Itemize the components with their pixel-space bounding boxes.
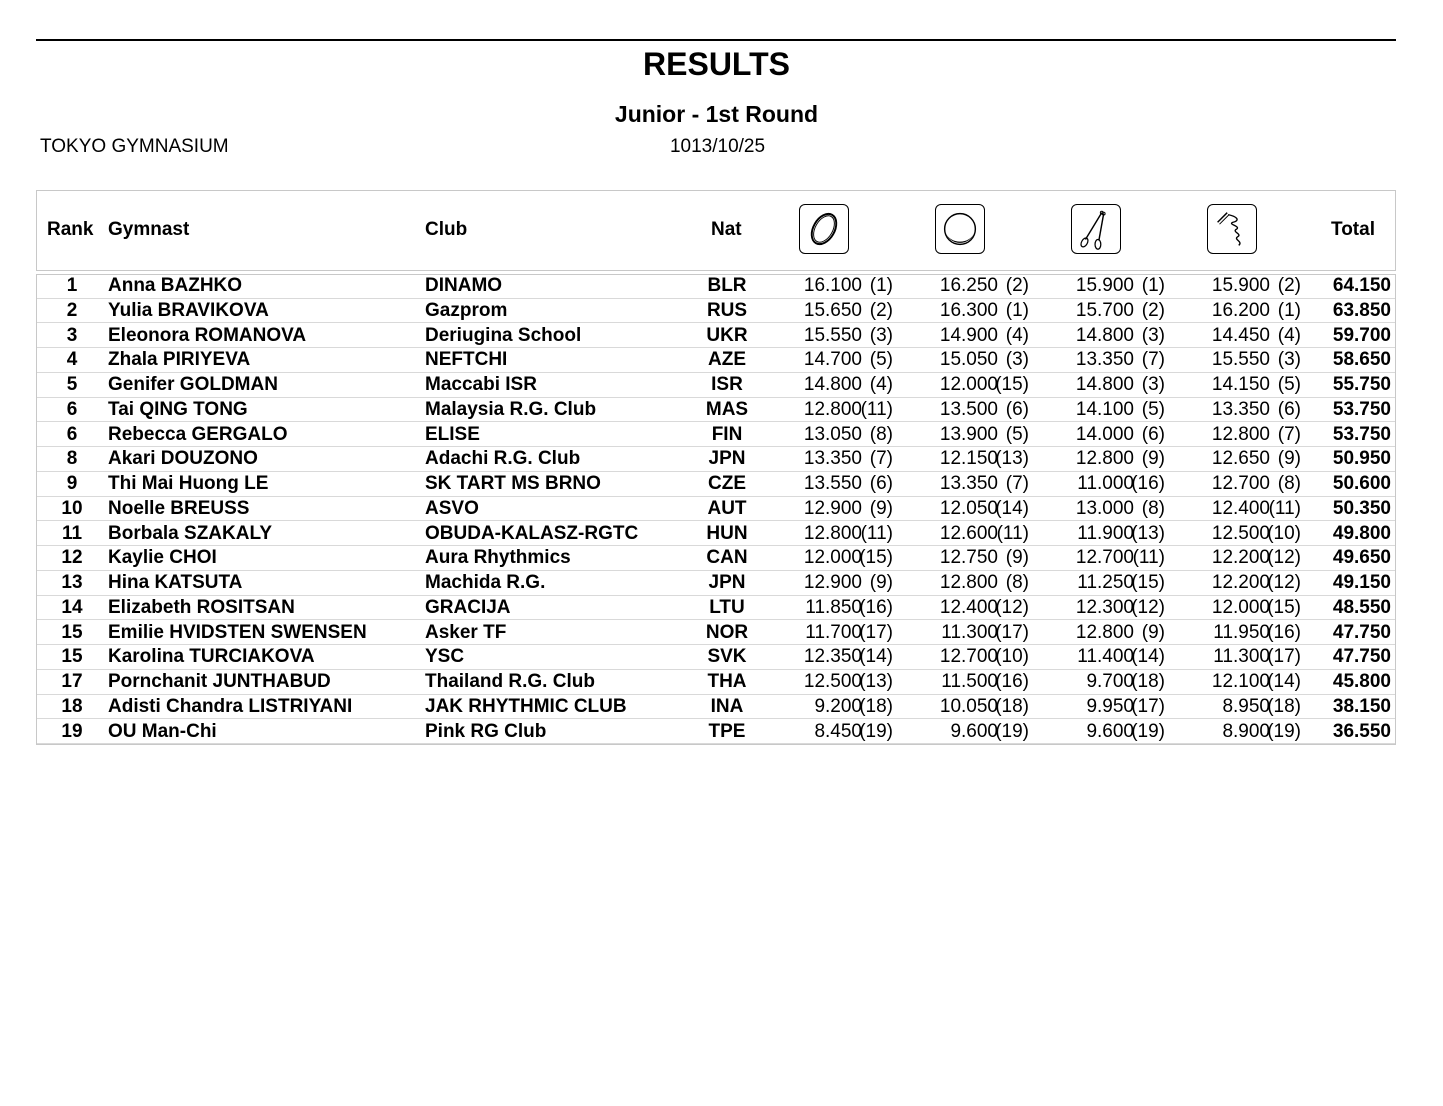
- rank-cell: 3: [66, 324, 78, 346]
- club-cell: Deriugina School: [425, 324, 582, 346]
- gymnast-cell: Zhala PIRIYEVA: [108, 349, 251, 371]
- table-row: [37, 398, 1395, 423]
- apparatus-score-cell: 11.250: [1077, 572, 1134, 593]
- apparatus-place-cell: (2): [1005, 275, 1029, 296]
- apparatus-place-cell: (14): [1131, 646, 1165, 668]
- apparatus-place-cell: (6): [1277, 398, 1301, 420]
- apparatus-score-cell: 13.550: [803, 473, 862, 494]
- gymnast-cell: Akari DOUZONO: [108, 448, 258, 470]
- club-cell: SK TART MS BRNO: [425, 473, 601, 494]
- apparatus-place-cell: (3): [1277, 349, 1301, 371]
- apparatus-place-cell: (7): [1141, 349, 1165, 371]
- table-row: [37, 373, 1395, 398]
- apparatus-score-cell: 12.150: [939, 448, 998, 470]
- club-cell: OBUDA-KALASZ-RGTC: [425, 522, 639, 544]
- apparatus-place-cell: (12): [1131, 596, 1165, 618]
- table-row: [37, 472, 1395, 497]
- gymnast-cell: Noelle BREUSS: [108, 497, 250, 519]
- apparatus-place-cell: (1): [869, 275, 893, 296]
- apparatus-place-cell: (10): [1267, 522, 1301, 544]
- apparatus-place-cell: (11): [860, 398, 893, 420]
- rank-cell: 15: [61, 646, 83, 668]
- total-cell: 45.800: [1332, 671, 1391, 692]
- table-row: [37, 497, 1395, 522]
- rank-cell: 2: [66, 299, 78, 321]
- nat-cell: UKR: [706, 324, 748, 346]
- competition-subtitle: Junior - 1st Round: [614, 101, 819, 127]
- total-cell: 58.650: [1332, 349, 1391, 371]
- nat-cell: AZE: [708, 349, 746, 371]
- column-header-rank: Rank: [47, 219, 94, 240]
- apparatus-place-cell: (5): [1005, 423, 1029, 445]
- table-row: [37, 695, 1395, 720]
- apparatus-place-cell: (19): [859, 720, 893, 742]
- apparatus-place-cell: (2): [869, 299, 893, 321]
- apparatus-score-cell: 15.900: [1075, 275, 1134, 296]
- apparatus-score-cell: 15.650: [803, 299, 862, 321]
- venue: TOKYO GYMNASIUM: [40, 136, 229, 157]
- ribbon-icon: [1207, 204, 1257, 254]
- apparatus-place-cell: (12): [1267, 547, 1301, 569]
- apparatus-place-cell: (11): [1132, 547, 1165, 569]
- apparatus-place-cell: (9): [1141, 448, 1165, 470]
- apparatus-score-cell: 16.300: [939, 299, 998, 321]
- apparatus-score-cell: 13.050: [803, 423, 862, 445]
- gymnast-cell: Yulia BRAVIKOVA: [108, 299, 269, 321]
- apparatus-score-cell: 8.950: [1222, 695, 1270, 717]
- nat-cell: MAS: [705, 398, 749, 420]
- apparatus-place-cell: (19): [1267, 720, 1301, 742]
- apparatus-score-cell: 15.550: [1211, 349, 1270, 371]
- column-header-club: Club: [425, 219, 468, 240]
- apparatus-place-cell: (6): [1141, 423, 1165, 445]
- gymnast-cell: Tai QING TONG: [108, 398, 248, 420]
- rank-cell: 4: [66, 349, 78, 371]
- apparatus-score-cell: 13.350: [803, 448, 862, 470]
- club-cell: Gazprom: [425, 299, 508, 321]
- clubs-icon: [1071, 204, 1121, 254]
- apparatus-score-cell: 12.000: [939, 374, 998, 395]
- club-cell: GRACIJA: [425, 596, 511, 618]
- apparatus-place-cell: (15): [1267, 596, 1301, 618]
- rank-cell: 17: [61, 671, 83, 692]
- rank-cell: 14: [61, 596, 83, 618]
- table-row: [37, 299, 1395, 324]
- total-cell: 36.550: [1332, 720, 1391, 742]
- rank-cell: 5: [66, 374, 78, 395]
- apparatus-score-cell: 12.800: [803, 522, 862, 544]
- competition-date: 1013/10/25: [669, 136, 766, 157]
- rank-cell: 19: [61, 720, 83, 742]
- apparatus-place-cell: (3): [1005, 349, 1029, 371]
- nat-cell: ISR: [711, 374, 743, 395]
- apparatus-place-cell: (16): [1267, 621, 1301, 643]
- apparatus-place-cell: (14): [859, 646, 893, 668]
- gymnast-cell: Genifer GOLDMAN: [108, 374, 278, 395]
- total-cell: 64.150: [1332, 275, 1391, 296]
- total-cell: 47.750: [1332, 646, 1391, 668]
- rank-cell: 15: [61, 621, 83, 643]
- table-row: [37, 596, 1395, 621]
- apparatus-place-cell: (9): [869, 497, 893, 519]
- apparatus-score-cell: 12.600: [939, 522, 998, 544]
- nat-cell: LTU: [709, 596, 745, 618]
- apparatus-score-cell: 12.750: [939, 547, 998, 569]
- table-row: [37, 423, 1395, 448]
- apparatus-score-cell: 9.200: [814, 695, 862, 717]
- nat-cell: JPN: [708, 572, 746, 593]
- apparatus-score-cell: 14.000: [1075, 423, 1134, 445]
- apparatus-score-cell: 12.800: [1211, 423, 1270, 445]
- rank-cell: 6: [66, 423, 78, 445]
- gymnast-cell: Thi Mai Huong LE: [108, 473, 269, 494]
- table-row: [37, 720, 1395, 745]
- apparatus-score-cell: 12.000: [803, 547, 862, 569]
- nat-cell: CAN: [706, 547, 748, 569]
- apparatus-score-cell: 16.100: [803, 275, 862, 296]
- total-cell: 50.600: [1332, 473, 1391, 494]
- apparatus-place-cell: (3): [1141, 324, 1165, 346]
- apparatus-score-cell: 12.700: [1211, 473, 1270, 494]
- apparatus-place-cell: (16): [1131, 473, 1165, 494]
- apparatus-score-cell: 14.800: [1075, 374, 1134, 395]
- apparatus-score-cell: 14.450: [1211, 324, 1270, 346]
- total-cell: 49.150: [1332, 572, 1391, 593]
- gymnast-cell: Pornchanit JUNTHABUD: [108, 671, 331, 692]
- nat-cell: INA: [710, 695, 744, 717]
- club-cell: Malaysia R.G. Club: [425, 398, 597, 420]
- nat-cell: BLR: [707, 275, 747, 296]
- apparatus-score-cell: 12.800: [1075, 448, 1134, 470]
- apparatus-score-cell: 12.900: [803, 572, 862, 593]
- apparatus-place-cell: (16): [995, 671, 1029, 692]
- apparatus-place-cell: (16): [859, 596, 893, 618]
- total-cell: 53.750: [1332, 423, 1391, 445]
- apparatus-place-cell: (12): [1267, 572, 1301, 593]
- apparatus-place-cell: (9): [1005, 547, 1029, 569]
- apparatus-score-cell: 12.650: [1211, 448, 1270, 470]
- table-row: [37, 522, 1395, 547]
- gymnast-cell: Kaylie CHOI: [108, 547, 217, 569]
- apparatus-score-cell: 12.500: [803, 671, 862, 692]
- table-row: [37, 274, 1395, 299]
- total-cell: 47.750: [1332, 621, 1391, 643]
- apparatus-place-cell: (15): [995, 374, 1029, 395]
- apparatus-place-cell: (7): [1005, 473, 1029, 494]
- club-cell: YSC: [425, 646, 465, 668]
- apparatus-place-cell: (12): [995, 596, 1029, 618]
- club-cell: ELISE: [425, 423, 480, 445]
- club-cell: Thailand R.G. Club: [425, 671, 595, 692]
- apparatus-score-cell: 12.700: [1075, 547, 1134, 569]
- apparatus-score-cell: 11.950: [1213, 621, 1270, 643]
- apparatus-score-cell: 12.000: [1211, 596, 1270, 618]
- apparatus-place-cell: (4): [869, 374, 893, 395]
- apparatus-score-cell: 11.300: [941, 621, 998, 643]
- apparatus-place-cell: (1): [1005, 299, 1029, 321]
- gymnast-cell: OU Man-Chi: [108, 720, 217, 742]
- table-row: [37, 348, 1395, 373]
- apparatus-score-cell: 12.200: [1211, 547, 1270, 569]
- apparatus-score-cell: 12.800: [803, 398, 862, 420]
- rank-cell: 12: [61, 547, 83, 569]
- apparatus-place-cell: (5): [1277, 374, 1301, 395]
- apparatus-place-cell: (11): [1268, 497, 1301, 519]
- apparatus-place-cell: (19): [995, 720, 1029, 742]
- apparatus-place-cell: (6): [869, 473, 893, 494]
- total-cell: 48.550: [1332, 596, 1391, 618]
- apparatus-score-cell: 12.100: [1211, 671, 1270, 692]
- apparatus-score-cell: 13.350: [1211, 398, 1270, 420]
- apparatus-score-cell: 15.900: [1211, 275, 1270, 296]
- apparatus-place-cell: (15): [1131, 572, 1165, 593]
- apparatus-place-cell: (5): [1141, 398, 1165, 420]
- apparatus-place-cell: (2): [1277, 275, 1301, 296]
- apparatus-score-cell: 15.700: [1075, 299, 1134, 321]
- rank-cell: 11: [61, 522, 83, 544]
- table-row: [37, 571, 1395, 596]
- nat-cell: THA: [707, 671, 747, 692]
- apparatus-score-cell: 12.700: [939, 646, 998, 668]
- apparatus-score-cell: 15.550: [803, 324, 862, 346]
- apparatus-place-cell: (4): [1277, 324, 1301, 346]
- apparatus-score-cell: 14.150: [1211, 374, 1270, 395]
- column-header-gymnast: Gymnast: [108, 219, 190, 240]
- column-header-nat: Nat: [711, 219, 742, 240]
- apparatus-place-cell: (7): [869, 448, 893, 470]
- club-cell: Asker TF: [425, 621, 507, 643]
- apparatus-score-cell: 13.350: [1075, 349, 1134, 371]
- table-row: [37, 447, 1395, 472]
- apparatus-place-cell: (14): [995, 497, 1029, 519]
- apparatus-score-cell: 11.400: [1077, 646, 1134, 668]
- club-cell: Pink RG Club: [425, 720, 547, 742]
- total-cell: 55.750: [1332, 374, 1391, 395]
- apparatus-score-cell: 14.900: [939, 324, 998, 346]
- gymnast-cell: Borbala SZAKALY: [108, 522, 272, 544]
- apparatus-place-cell: (1): [1277, 299, 1301, 321]
- nat-cell: JPN: [708, 448, 746, 470]
- apparatus-place-cell: (8): [869, 423, 893, 445]
- apparatus-score-cell: 12.350: [803, 646, 862, 668]
- rank-cell: 8: [66, 448, 78, 470]
- apparatus-place-cell: (17): [1267, 646, 1301, 668]
- apparatus-score-cell: 9.950: [1086, 695, 1134, 717]
- rank-cell: 10: [61, 497, 83, 519]
- apparatus-place-cell: (3): [869, 324, 893, 346]
- ball-icon: [935, 204, 985, 254]
- nat-cell: TPE: [708, 720, 746, 742]
- apparatus-place-cell: (4): [1005, 324, 1029, 346]
- apparatus-score-cell: 13.350: [939, 473, 998, 494]
- apparatus-score-cell: 12.200: [1211, 572, 1270, 593]
- apparatus-score-cell: 12.800: [939, 572, 998, 593]
- apparatus-place-cell: (6): [1005, 398, 1029, 420]
- apparatus-score-cell: 11.500: [941, 671, 998, 692]
- rank-cell: 6: [66, 398, 78, 420]
- apparatus-place-cell: (15): [859, 547, 893, 569]
- column-header-total: Total: [1331, 219, 1375, 240]
- apparatus-score-cell: 11.300: [1213, 646, 1270, 668]
- gymnast-cell: Elizabeth ROSITSAN: [108, 596, 295, 618]
- apparatus-place-cell: (13): [995, 448, 1029, 470]
- total-cell: 49.800: [1332, 522, 1391, 544]
- apparatus-place-cell: (13): [859, 671, 893, 692]
- apparatus-score-cell: 15.050: [939, 349, 998, 371]
- apparatus-place-cell: (3): [1141, 374, 1165, 395]
- apparatus-place-cell: (9): [1141, 621, 1165, 643]
- club-cell: Maccabi ISR: [425, 374, 537, 395]
- club-cell: Adachi R.G. Club: [425, 448, 581, 470]
- club-cell: DINAMO: [425, 275, 503, 296]
- nat-cell: CZE: [708, 473, 746, 494]
- apparatus-score-cell: 14.800: [803, 374, 862, 395]
- apparatus-score-cell: 12.300: [1075, 596, 1134, 618]
- apparatus-place-cell: (11): [996, 522, 1029, 544]
- apparatus-score-cell: 12.800: [1075, 621, 1134, 643]
- table-row: [37, 546, 1395, 571]
- apparatus-score-cell: 11.900: [1077, 522, 1134, 544]
- apparatus-score-cell: 9.700: [1086, 671, 1134, 692]
- apparatus-place-cell: (18): [995, 695, 1029, 717]
- table-row: [37, 645, 1395, 670]
- apparatus-place-cell: (14): [1267, 671, 1301, 692]
- gymnast-cell: Rebecca GERGALO: [108, 423, 288, 445]
- nat-cell: RUS: [706, 299, 748, 321]
- apparatus-score-cell: 13.000: [1075, 497, 1134, 519]
- nat-cell: NOR: [705, 621, 749, 643]
- apparatus-place-cell: (8): [1277, 473, 1301, 494]
- total-cell: 50.950: [1332, 448, 1391, 470]
- apparatus-place-cell: (19): [1131, 720, 1165, 742]
- club-cell: JAK RHYTHMIC CLUB: [425, 695, 627, 717]
- apparatus-place-cell: (10): [995, 646, 1029, 668]
- apparatus-place-cell: (1): [1141, 275, 1165, 296]
- club-cell: NEFTCHI: [425, 349, 508, 371]
- top-rule: [36, 39, 1396, 41]
- apparatus-place-cell: (18): [1131, 671, 1165, 692]
- apparatus-score-cell: 16.250: [939, 275, 998, 296]
- apparatus-place-cell: (18): [859, 695, 893, 717]
- apparatus-place-cell: (13): [1131, 522, 1165, 544]
- apparatus-score-cell: 12.900: [803, 497, 862, 519]
- apparatus-score-cell: 8.450: [814, 720, 862, 742]
- apparatus-score-cell: 13.500: [939, 398, 998, 420]
- apparatus-score-cell: 12.050: [939, 497, 998, 519]
- apparatus-score-cell: 12.400: [1211, 497, 1270, 519]
- hoop-icon: [799, 204, 849, 254]
- apparatus-place-cell: (17): [859, 621, 893, 643]
- apparatus-score-cell: 14.100: [1075, 398, 1134, 420]
- gymnast-cell: Anna BAZHKO: [108, 275, 243, 296]
- total-cell: 53.750: [1332, 398, 1391, 420]
- club-cell: Machida R.G.: [425, 572, 546, 593]
- nat-cell: SVK: [707, 646, 747, 668]
- nat-cell: FIN: [711, 423, 743, 445]
- gymnast-cell: Eleonora ROMANOVA: [108, 324, 307, 346]
- table-row: [37, 621, 1395, 646]
- apparatus-place-cell: (17): [995, 621, 1029, 643]
- gymnast-cell: Emilie HVIDSTEN SWENSEN: [108, 621, 367, 643]
- total-cell: 63.850: [1332, 299, 1391, 321]
- rank-cell: 13: [61, 572, 83, 593]
- club-cell: ASVO: [425, 497, 479, 519]
- apparatus-score-cell: 10.050: [939, 695, 998, 717]
- apparatus-place-cell: (18): [1267, 695, 1301, 717]
- apparatus-score-cell: 14.800: [1075, 324, 1134, 346]
- nat-cell: HUN: [706, 522, 748, 544]
- apparatus-score-cell: 11.700: [805, 621, 862, 643]
- apparatus-place-cell: (9): [1277, 448, 1301, 470]
- apparatus-place-cell: (2): [1141, 299, 1165, 321]
- total-cell: 59.700: [1332, 324, 1391, 346]
- apparatus-place-cell: (11): [860, 522, 893, 544]
- club-cell: Aura Rhythmics: [425, 547, 571, 569]
- gymnast-cell: Adisti Chandra LISTRIYANI: [108, 695, 353, 717]
- apparatus-score-cell: 9.600: [950, 720, 998, 742]
- nat-cell: AUT: [707, 497, 747, 519]
- table-row: [37, 670, 1395, 695]
- apparatus-score-cell: 16.200: [1211, 299, 1270, 321]
- page-title: RESULTS: [643, 46, 790, 82]
- rank-cell: 18: [61, 695, 83, 717]
- apparatus-score-cell: 12.400: [939, 596, 998, 618]
- apparatus-score-cell: 14.700: [803, 349, 862, 371]
- total-cell: 49.650: [1332, 547, 1391, 569]
- apparatus-place-cell: (8): [1141, 497, 1165, 519]
- apparatus-score-cell: 9.600: [1086, 720, 1134, 742]
- apparatus-place-cell: (7): [1277, 423, 1301, 445]
- gymnast-cell: Hina KATSUTA: [108, 572, 243, 593]
- apparatus-score-cell: 8.900: [1222, 720, 1270, 742]
- table-row: [37, 324, 1395, 349]
- apparatus-score-cell: 12.500: [1211, 522, 1270, 544]
- apparatus-score-cell: 11.000: [1077, 473, 1134, 494]
- rank-cell: 1: [66, 275, 78, 296]
- total-cell: 50.350: [1332, 497, 1391, 519]
- total-cell: 38.150: [1332, 695, 1391, 717]
- apparatus-score-cell: 11.850: [805, 596, 862, 618]
- apparatus-place-cell: (5): [869, 349, 893, 371]
- apparatus-score-cell: 13.900: [939, 423, 998, 445]
- apparatus-place-cell: (8): [1005, 572, 1029, 593]
- gymnast-cell: Karolina TURCIAKOVA: [108, 646, 315, 668]
- rank-cell: 9: [66, 473, 78, 494]
- apparatus-place-cell: (17): [1131, 695, 1165, 717]
- apparatus-place-cell: (9): [869, 572, 893, 593]
